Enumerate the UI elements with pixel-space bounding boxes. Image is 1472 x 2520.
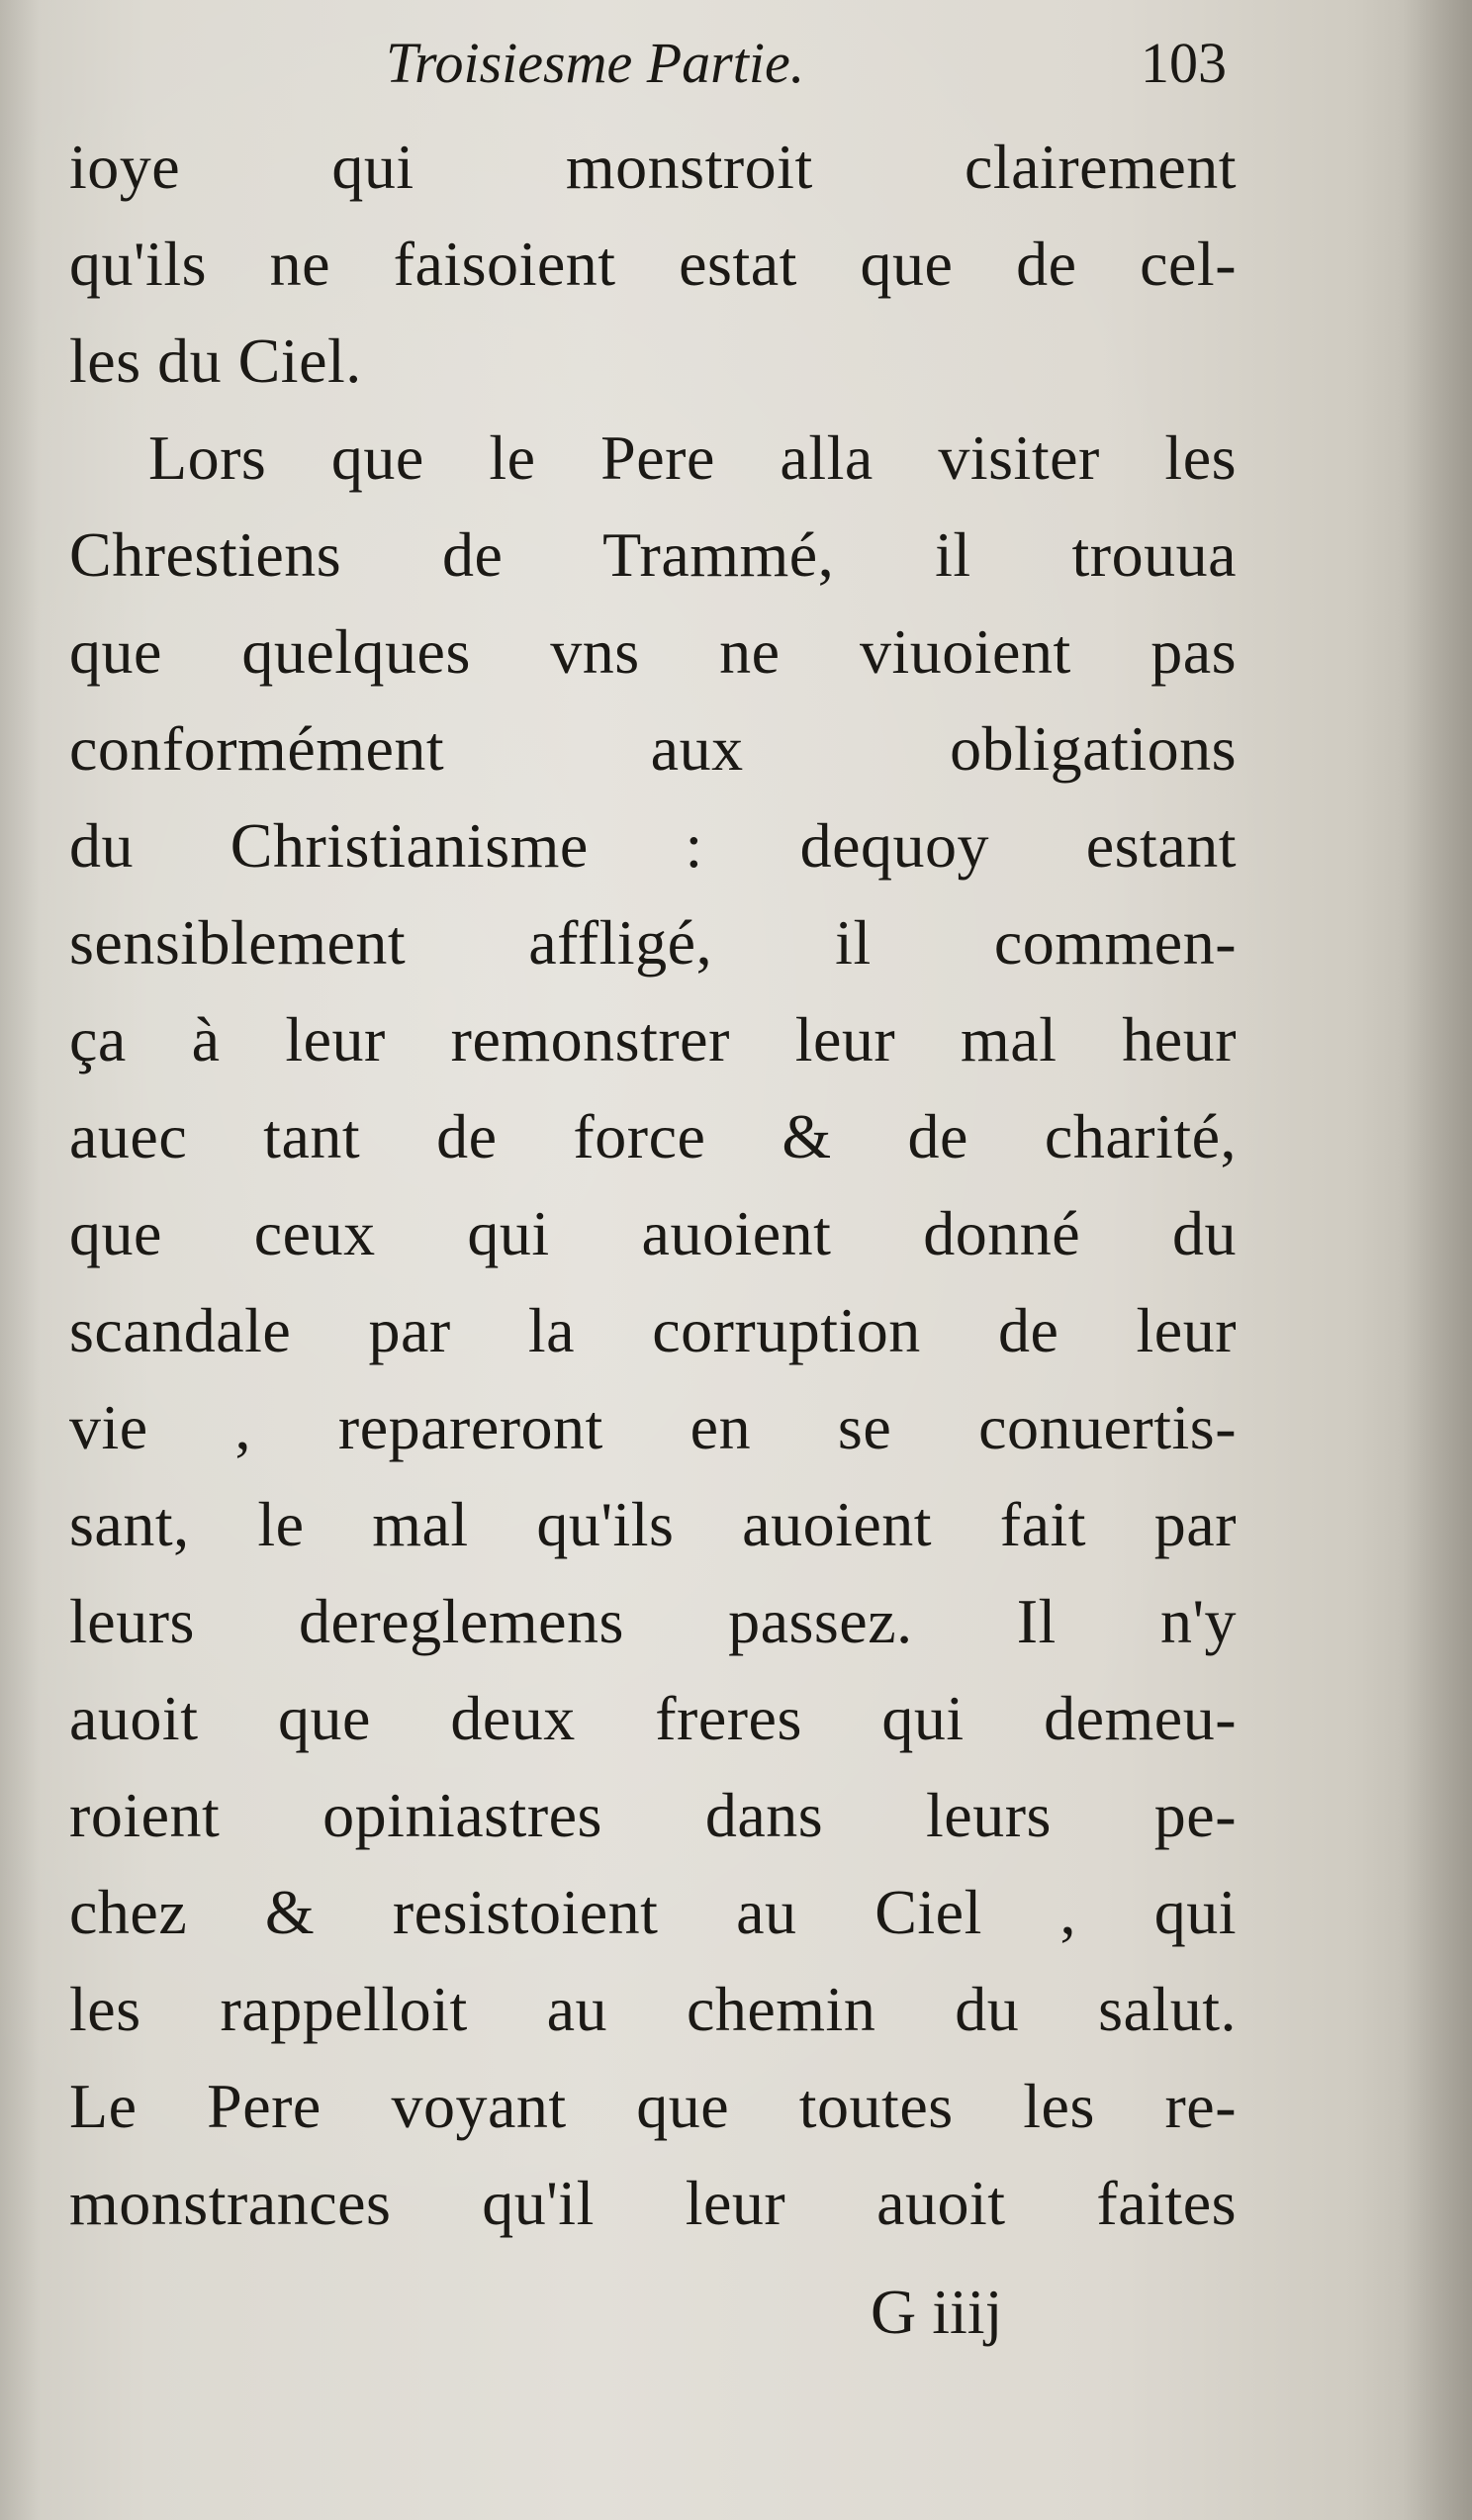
text-line: leurs dereglemens passez. Il n'y xyxy=(69,1586,1237,1656)
text-line: que ceux qui auoient donné du xyxy=(69,1198,1237,1268)
text-line: auec tant de force & de charité, xyxy=(69,1101,1237,1171)
running-title: Troisiesme Partie. xyxy=(386,31,805,95)
text-line: qu'ils ne faisoient estat que de cel- xyxy=(69,229,1237,299)
text-line: sensiblement affligé, il commen- xyxy=(69,907,1237,978)
text-line: les du Ciel. xyxy=(69,326,362,396)
text-line: sant, le mal qu'ils auoient fait par xyxy=(69,1489,1237,1559)
running-head xyxy=(69,30,1227,109)
signature-mark: G iiij xyxy=(871,2277,1003,2347)
text-line: vie , repareront en se conuertis- xyxy=(69,1392,1237,1462)
page-edge-shadow xyxy=(0,0,40,2520)
text-line: ioye qui monstroit clairement xyxy=(69,132,1237,202)
text-line: conformément aux obligations xyxy=(69,713,1237,784)
text-line: Le Pere voyant que toutes les re- xyxy=(69,2071,1237,2141)
text-line: que quelques vns ne viuoient pas xyxy=(69,616,1237,687)
text-line: du Christianisme : dequoy estant xyxy=(69,810,1237,881)
page-number: 103 xyxy=(1141,31,1227,95)
body-text xyxy=(69,119,1237,2252)
text-line: chez & resistoient au Ciel , qui xyxy=(69,1877,1237,1947)
text-line: ça à leur remonstrer leur mal heur xyxy=(69,1004,1237,1074)
text-line: roient opiniastres dans leurs pe- xyxy=(69,1780,1237,1850)
text-line: les rappelloit au chemin du salut. xyxy=(69,1974,1237,2044)
text-line: Chrestiens de Trammé, il trouua xyxy=(69,519,1237,590)
spine-shadow xyxy=(1403,0,1472,2520)
text-line: Lors que le Pere alla visiter les xyxy=(148,422,1237,493)
text-line: monstrances qu'il leur auoit faites xyxy=(69,2168,1237,2238)
text-line: auoit que deux freres qui demeu- xyxy=(69,1683,1237,1753)
text-line: scandale par la corruption de leur xyxy=(69,1295,1237,1365)
